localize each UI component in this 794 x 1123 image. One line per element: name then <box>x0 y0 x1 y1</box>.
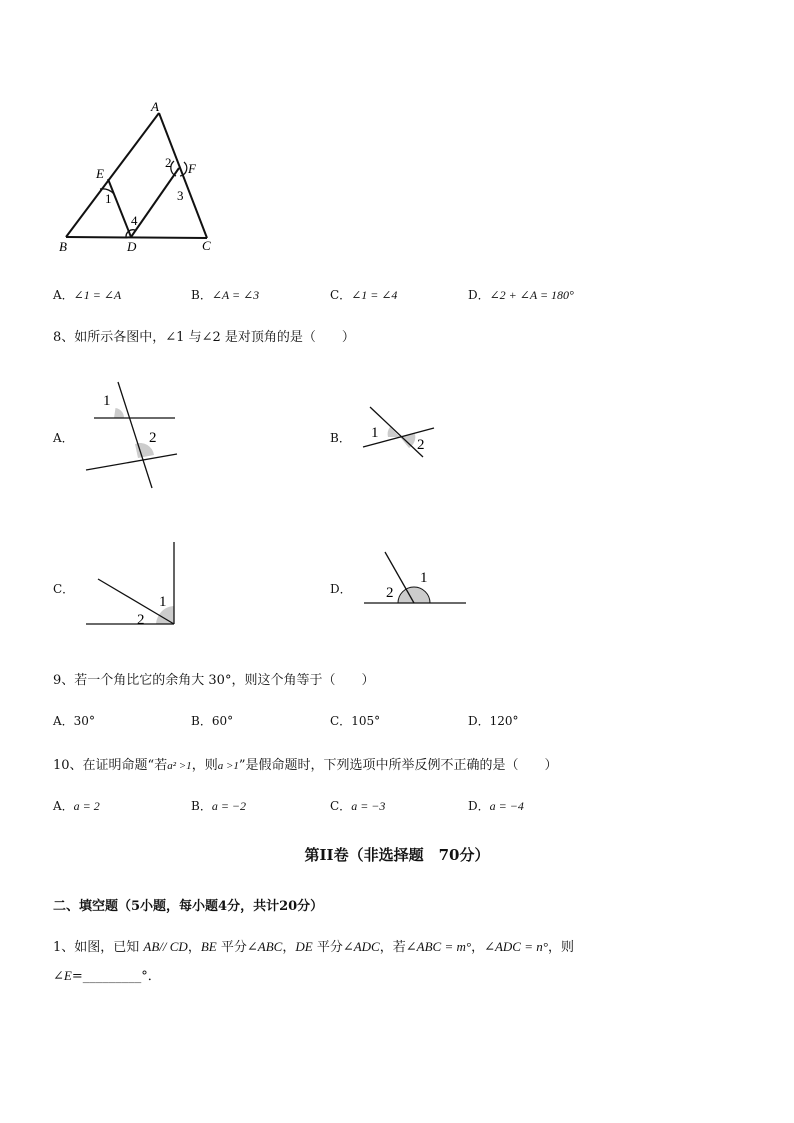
q10-option-d[interactable] <box>468 797 524 814</box>
q7-triangle-figure <box>55 95 225 260</box>
q10-stem <box>53 754 558 773</box>
option-key: A． <box>53 799 74 813</box>
option-key: B． <box>191 714 212 728</box>
label-angle-1: 1 <box>420 570 428 586</box>
label-b: B <box>59 239 67 254</box>
text: ， <box>187 940 201 955</box>
option-text: ∠1 = ∠A <box>73 288 122 302</box>
segment-df <box>131 168 179 237</box>
option-key: A． <box>53 288 74 302</box>
q10-option-c[interactable] <box>330 797 385 814</box>
option-key: D． <box>468 799 490 813</box>
label-angle-2: 2 <box>386 585 394 601</box>
fill1-line1 <box>53 936 574 955</box>
label-angle-1: 1 <box>371 425 379 441</box>
q8-option-b-key[interactable]: B． <box>330 431 351 445</box>
math-angle-adc: ∠ADC <box>342 939 380 954</box>
option-key: C． <box>330 288 352 302</box>
math-angle-abc: ∠ABC <box>246 939 283 954</box>
option-text: ∠1 = ∠4 <box>351 288 398 302</box>
label-angle-2: 2 <box>417 437 425 453</box>
q9-option-c[interactable] <box>330 712 380 729</box>
q7-option-d[interactable] <box>468 286 574 303</box>
math-abc-eq-m: ∠ABC = m° <box>405 939 472 954</box>
q7-option-c[interactable] <box>330 286 397 303</box>
q8-stem: 8、如所示各图中，∠1 与∠2 是对顶角的是（ ） <box>53 330 355 345</box>
label-d: D <box>127 239 137 254</box>
q8-option-d-figure[interactable] <box>358 545 470 611</box>
q10-stem-math-a-squared: a² >1 <box>167 760 192 772</box>
label-angle-2: 2 <box>165 155 172 170</box>
q10-option-b[interactable] <box>191 797 246 814</box>
option-text: 120° <box>489 714 519 728</box>
label-c: C <box>202 238 211 253</box>
q7-option-a[interactable] <box>53 286 121 303</box>
q8-option-c-figure[interactable] <box>80 538 180 630</box>
q8-option-a-key[interactable]: A． <box>53 431 74 445</box>
q10-stem-math-a: a >1 <box>217 760 239 772</box>
label-angle-1: 1 <box>103 393 111 409</box>
option-text: ∠2 + ∠A = 180° <box>489 288 574 302</box>
label-a: A <box>151 99 159 114</box>
q10-option-a[interactable] <box>53 797 100 814</box>
q8-option-b-figure[interactable] <box>358 400 440 460</box>
q8-option-d-key[interactable]: D． <box>330 582 352 596</box>
option-key: D． <box>468 288 490 302</box>
label-angle-1: 1 <box>159 594 167 610</box>
label-e: E <box>96 166 104 181</box>
option-text: 30° <box>73 714 95 728</box>
text: ，则 <box>547 940 574 955</box>
option-key: B． <box>191 288 212 302</box>
q10-stem-after: ”是假命题时，下列选项中所举反例不正确的是（ ） <box>238 758 558 773</box>
q8-option-c-key[interactable]: C． <box>53 582 75 596</box>
option-key: A． <box>53 714 74 728</box>
q9-option-b[interactable] <box>191 712 233 729</box>
option-text: 105° <box>351 714 381 728</box>
text: 平分 <box>312 940 343 955</box>
segment-ed <box>108 179 131 237</box>
option-key: C． <box>330 799 352 813</box>
answer-blank[interactable]: =_________°． <box>71 969 161 984</box>
math-de: DE <box>295 939 313 954</box>
text: ，若 <box>379 940 406 955</box>
math-adc-eq-n: ∠ADC = n° <box>484 939 548 954</box>
option-text: ∠A = ∠3 <box>211 288 260 302</box>
label-f: F <box>188 161 196 176</box>
side-bc <box>66 237 207 238</box>
label-angle-2: 2 <box>137 612 145 628</box>
fill1-line2 <box>53 965 161 984</box>
option-text: a = −3 <box>351 799 386 813</box>
text: 平分 <box>216 940 247 955</box>
option-text: 60° <box>211 714 234 728</box>
q9-option-d[interactable] <box>468 712 519 729</box>
label-angle-3: 3 <box>177 188 184 203</box>
option-key: B． <box>191 799 212 813</box>
math-be: BE <box>200 939 217 954</box>
q10-stem-before: 10、在证明命题“若 <box>53 758 168 773</box>
part2-title: 第II卷（非选择题 70分） <box>304 846 490 864</box>
option-key: D． <box>468 714 490 728</box>
option-text: a = 2 <box>73 799 100 813</box>
math-angle-e: ∠E <box>53 968 72 983</box>
q7-option-b[interactable] <box>191 286 259 303</box>
text: ， <box>471 940 485 955</box>
label-angle-4: 4 <box>131 213 138 228</box>
q9-option-a[interactable] <box>53 712 95 729</box>
option-text: a = −2 <box>211 799 247 813</box>
text: 1、如图，已知 <box>53 940 144 955</box>
text: ， <box>282 940 296 955</box>
option-key: C． <box>330 714 352 728</box>
q8-option-a-figure[interactable] <box>80 378 185 493</box>
math-ab-parallel-cd: AB// CD <box>143 939 188 954</box>
section-heading: 二、填空题（5小题，每小题4分，共计20分） <box>53 899 324 914</box>
label-angle-1: 1 <box>105 191 112 206</box>
option-text: a = −4 <box>489 799 524 813</box>
q10-stem-mid: ，则 <box>191 758 218 773</box>
label-angle-2: 2 <box>149 430 157 446</box>
q9-stem: 9、若一个角比它的余角大 30°，则这个角等于（ ） <box>53 673 375 688</box>
